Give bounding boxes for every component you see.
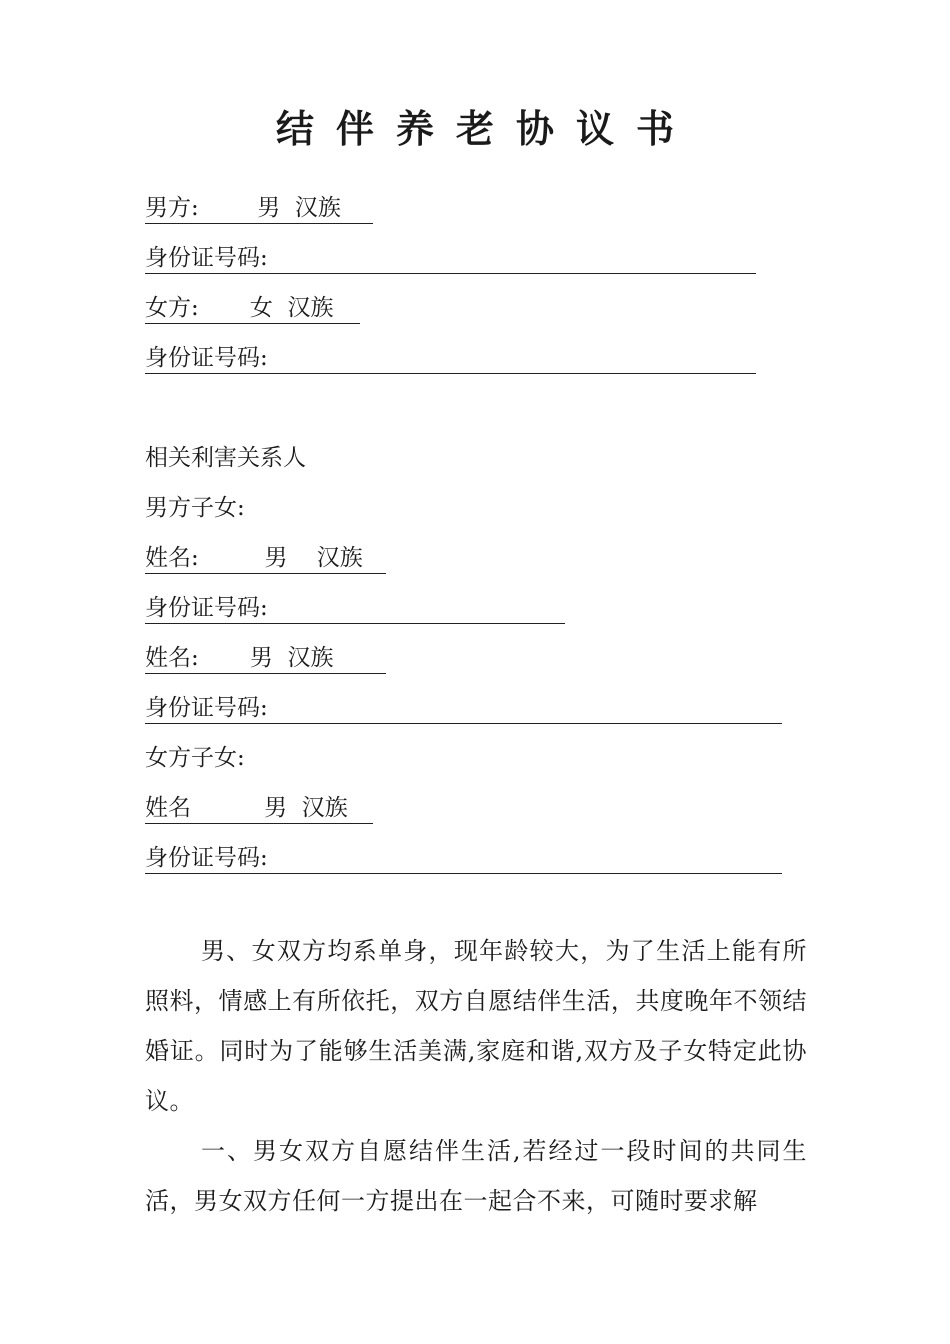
document-title: 结伴养老协议书 [275,107,696,151]
child3-id-field: 身份证号码: [145,843,782,874]
female-children-label: 女方子女: [145,745,245,771]
female-party-line: 女方: 女 汉族 [145,293,360,324]
child1-id-field: 身份证号码: [145,593,565,624]
male-children-label: 男方子女: [145,495,245,521]
child2-name-line: 姓名: 男 汉族 [145,643,386,674]
stakeholders-heading: 相关利害关系人 [145,445,306,471]
male-id-field: 身份证号码: [145,243,756,274]
male-party-line: 男方: 男 汉族 [145,193,373,224]
clause-1-paragraph: 一、男女双方自愿结伴生活,若经过一段时间的共同生活，男女双方任何一方提出在一起合不来，可随时要求解 [145,1137,807,1215]
female-id-field: 身份证号码: [145,343,756,374]
child3-name-line: 姓名 男 汉族 [145,793,373,824]
child2-id-field: 身份证号码: [145,693,782,724]
intro-paragraph: 男、女双方均系单身，现年龄较大，为了生活上能有所照料，情感上有所依托，双方自愿结伴生活，共度晚年不领结婚证。同时为了能够生活美满,家庭和谐,双方及子女特定此协议。 [145,937,807,1115]
child1-name-line: 姓名: 男 汉族 [145,543,386,574]
